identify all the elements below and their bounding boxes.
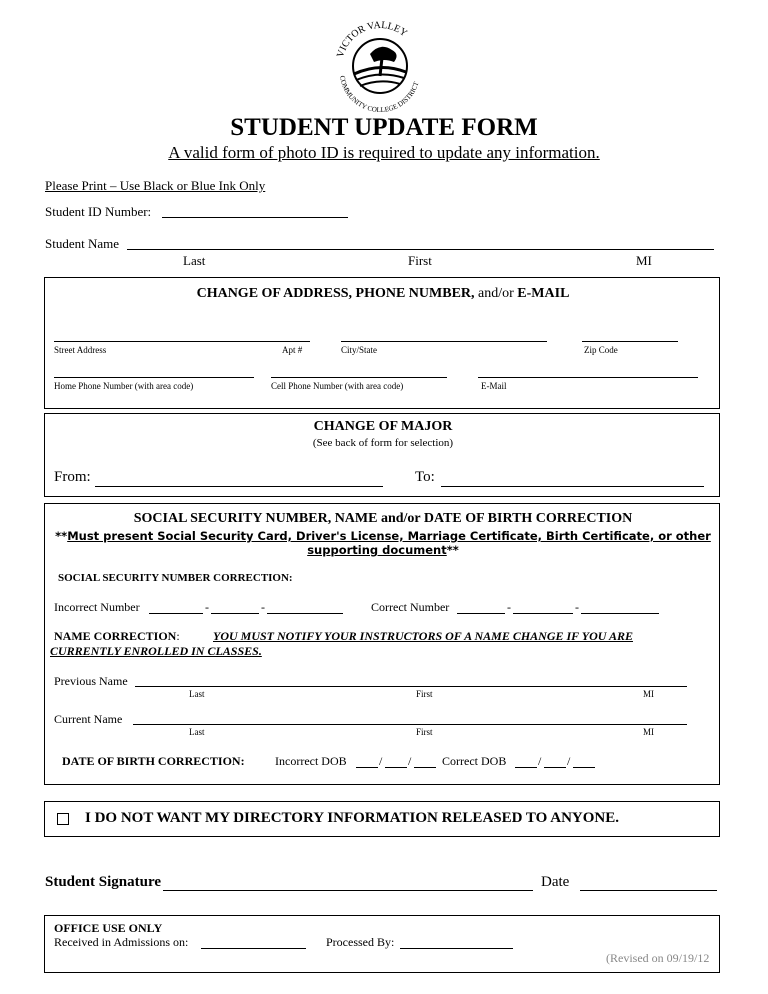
incorrect-dob-month[interactable] [356,767,378,768]
home-phone-input[interactable] [54,377,254,378]
correct-dob-day[interactable] [544,767,566,768]
major-from-input[interactable] [95,486,383,487]
correct-dob-year[interactable] [573,767,595,768]
received-admissions-input[interactable] [201,948,306,949]
incorrect-ssn-part3[interactable] [267,613,343,614]
student-name-sub-first: First [408,253,432,268]
student-name-input[interactable] [127,249,714,250]
zip-code-label: Zip Code [584,345,618,355]
name-warning-line1: YOU MUST NOTIFY YOUR INSTRUCTORS OF A NAME CHANGE IF YOU ARE [213,629,633,643]
current-name-input[interactable] [133,724,687,725]
form-title: STUDENT UPDATE FORM [230,114,538,141]
office-use-title: OFFICE USE ONLY [54,921,163,935]
office-use-section [44,915,720,973]
college-logo [330,14,430,114]
correction-section-title: SOCIAL SECURITY NUMBER, NAME and/or DATE OF BIRTH CORRECTION [133,511,633,526]
city-state-label: City/State [341,345,377,355]
home-phone-label: Home Phone Number (with area code) [54,381,194,391]
correct-dob-label: Correct DOB [442,754,507,768]
ink-instructions: Please Print – Use Black or Blue Ink Only [45,178,266,193]
zip-code-input[interactable] [582,341,678,342]
processed-by-label: Processed By: [326,935,395,949]
current-name-sub-first: First [416,727,433,737]
revision-date: (Revised on 09/19/12 [606,951,710,965]
cell-phone-label: Cell Phone Number (with area code) [271,381,404,391]
correction-section: SOCIAL SECURITY NUMBER, NAME and/or DATE OF BIRTH CORRECTION **Must present Social Security Card, Driver's License, Marriage Certificate, Birth Certificate, or other supporting document** SOCIAL SECURITY NUMBER CORRECTION: Incorrect Number - - Correct Number - - NAME CORRECTION: YOU MUST NOTIFY YOUR INSTRUCTORS OF A NAME CHANGE IF YOU ARE CURRENTLY ENROLLED IN CLASSES. Previous Name Last First MI Current Name Last First MI DATE OF BIRTH CORRECTION: Incorrect DOB / / Correct DOB / / [44,503,720,785]
city-state-input[interactable] [341,341,547,342]
dob-heading: DATE OF BIRTH CORRECTION: [62,754,245,768]
student-name-sub-last: Last [183,253,206,268]
current-name-sub-mi: MI [643,727,654,737]
correction-note: **Must present Social Security Card, Driver's License, Marriage Certificate, Birth Certificate, or other [55,529,711,543]
correction-note-line2: supporting document** [307,543,459,557]
major-from-label: From: [54,469,91,485]
correct-ssn-part2[interactable] [513,613,573,614]
current-name-sub-last: Last [189,727,205,737]
major-to-input[interactable] [441,486,704,487]
incorrect-dob-day[interactable] [385,767,407,768]
correct-ssn-part3[interactable] [581,613,659,614]
cell-phone-input[interactable] [271,377,447,378]
previous-name-sub-last: Last [189,689,205,699]
student-signature-input[interactable] [163,890,533,891]
student-name-sub-mi: MI [636,253,652,268]
form-subtitle: A valid form of photo ID is required to update any information. [168,143,600,162]
major-to-label: To: [415,469,435,485]
student-id-input[interactable] [162,217,348,218]
previous-name-sub-mi: MI [643,689,654,699]
correct-dob-month[interactable] [515,767,537,768]
major-section-title: CHANGE OF MAJOR [313,419,453,434]
correct-number-label: Correct Number [371,600,450,614]
logo-top-text: VICTOR VALLEY [335,19,410,59]
directory-section [44,801,720,837]
apt-label: Apt # [282,345,303,355]
student-name-label: Student Name [45,236,120,251]
name-correction-line1: NAME CORRECTION: [54,629,180,643]
incorrect-number-label: Incorrect Number [54,600,140,614]
student-id-label: Student ID Number: [45,204,152,219]
current-name-label: Current Name [54,712,123,726]
logo-bottom-text: COMMUNITY COLLEGE DISTRICT [338,75,421,114]
incorrect-dob-year[interactable] [414,767,436,768]
major-section [44,413,720,497]
correct-ssn-part1[interactable] [457,613,505,614]
name-warning-line2: CURRENTLY ENROLLED IN CLASSES. [50,644,262,658]
incorrect-dob-label: Incorrect DOB [275,754,347,768]
address-section [44,277,720,409]
student-signature-label: Student Signature [45,874,162,890]
directory-optout-text: I DO NOT WANT MY DIRECTORY INFORMATION RELEASED TO ANYONE. [85,810,620,826]
address-section-title: CHANGE OF ADDRESS, PHONE NUMBER, and/or E-MAIL [196,286,570,301]
signature-date-label: Date [541,874,570,890]
processed-by-input[interactable] [400,948,513,949]
signature-date-input[interactable] [580,890,717,891]
received-admissions-label: Received in Admissions on: [54,935,189,949]
street-address-input[interactable] [54,341,310,342]
previous-name-label: Previous Name [54,674,128,688]
previous-name-sub-first: First [416,689,433,699]
ssn-heading: SOCIAL SECURITY NUMBER CORRECTION: [58,572,293,584]
email-label: E-Mail [481,381,507,391]
previous-name-input[interactable] [135,686,687,687]
incorrect-ssn-part1[interactable] [149,613,203,614]
street-address-label: Street Address [54,345,107,355]
major-section-subtitle: (See back of form for selection) [312,437,454,449]
incorrect-ssn-part2[interactable] [211,613,259,614]
email-input[interactable] [478,377,698,378]
directory-optout-checkbox[interactable] [57,813,69,825]
